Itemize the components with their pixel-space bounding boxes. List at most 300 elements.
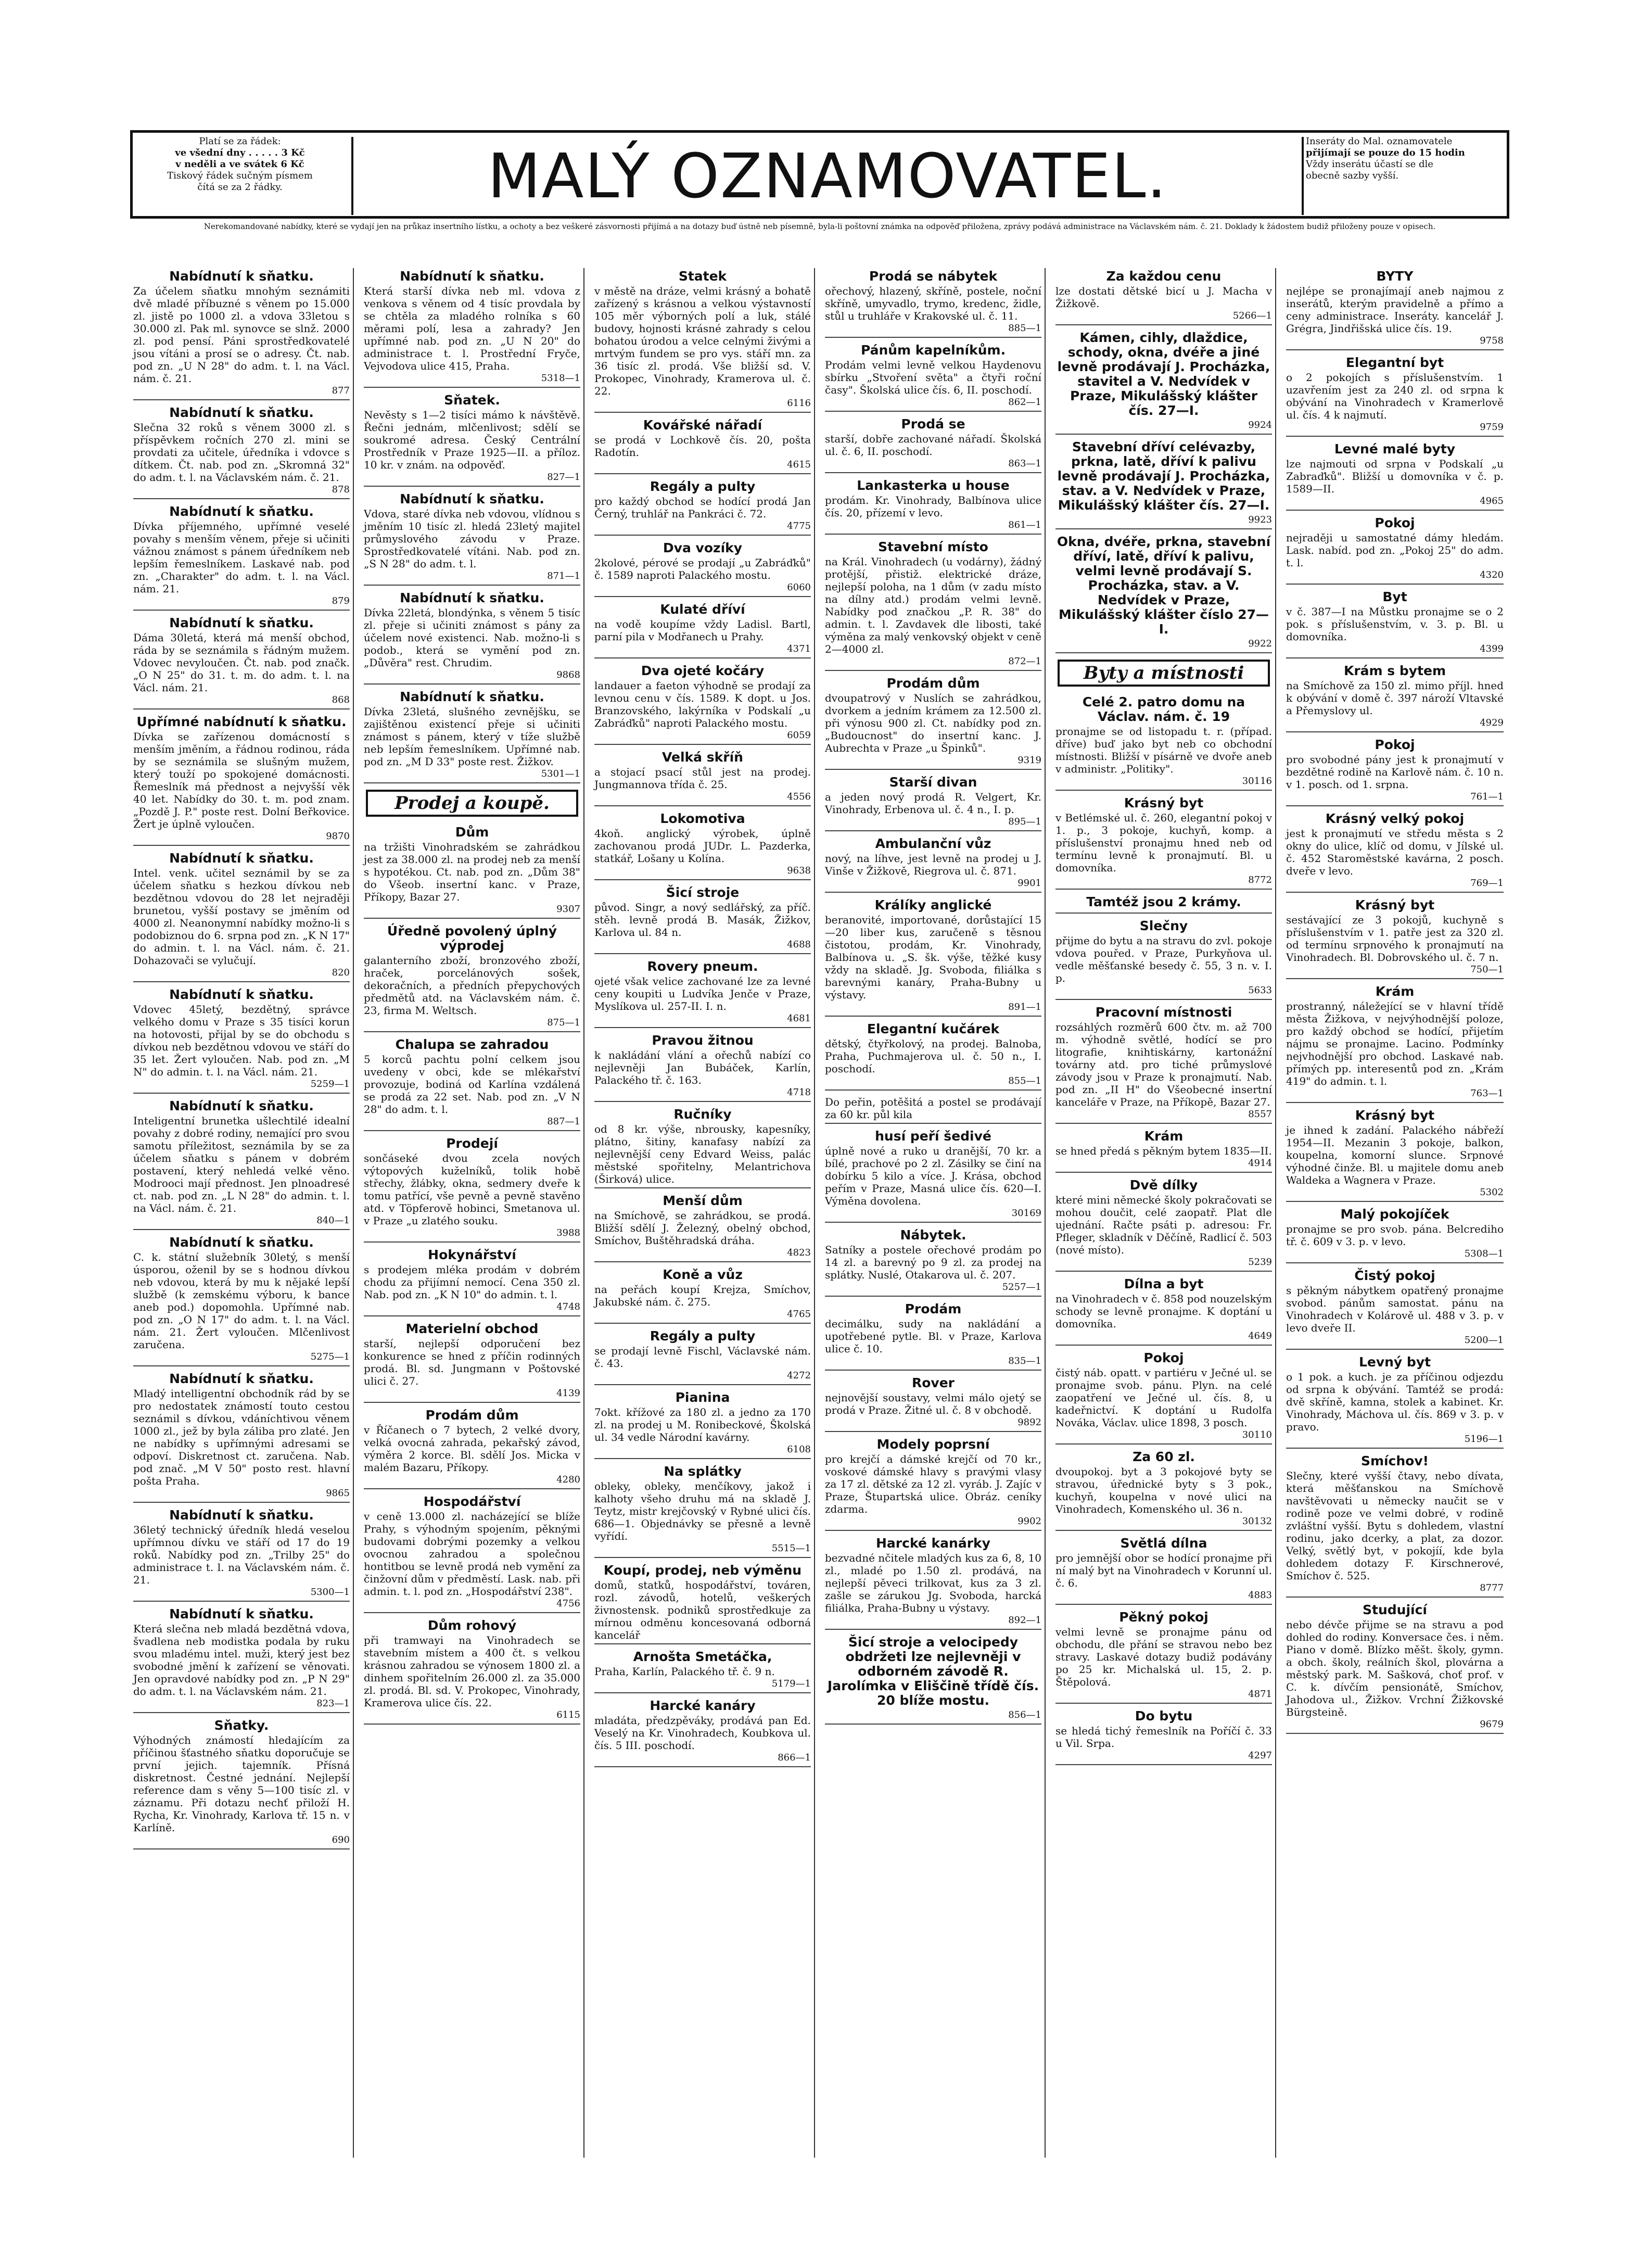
ad-number: 895—1 — [1008, 816, 1041, 827]
classified-ad — [133, 1508, 350, 1602]
ad-heading: Regály a pulty — [650, 1328, 756, 1344]
ad-number: 9902 — [1017, 1516, 1041, 1527]
ad-body: původ. Singr, a nový sedlářský, za příč. stěh. levně prodá B. Masák, Žižkov, Karlova ul. 84 n. — [594, 901, 811, 939]
classified-ad — [364, 1322, 580, 1403]
ad-number: 9319 — [1017, 755, 1041, 766]
classified-ad — [364, 825, 580, 919]
ad-body: v ceně 13.000 zl. nacházející se blíže Prahy, s výhodným spojením, pěknými budovami dobrými pozemky a velkou ovocnou zahradou a společnou hontitbou se levně prodá neb vymění za činžovní dům v předměstí. Lask. nab. při admin. t. l. pod zn. „Hospodářství 238". — [364, 1510, 580, 1598]
ad-number: 761—1 — [1470, 791, 1504, 802]
classified-ad — [133, 715, 350, 846]
ad-body: galanterního zboží, bronzového zboží, hraček, porcelánových sošek, dekoračních, a předních přepychových předmětů atd. na Václavském nám. č. 23, firma M. Weltsch. — [364, 954, 580, 1017]
ad-body: se prodají levně Fischl, Václavské nám. č. 43. — [594, 1345, 811, 1370]
ad-number: 891—1 — [1008, 1002, 1041, 1012]
ad-number: 690 — [332, 1834, 350, 1845]
classified-ad — [133, 504, 350, 611]
classified-ad — [364, 269, 580, 388]
ad-body: lze najmouti od srpna v Podskalí „u Zabraďků". Bližší u domovníka v č. p. 1589—II. — [1286, 458, 1504, 495]
ad-heading: Starší divan — [889, 775, 977, 790]
ad-number: 5515—1 — [771, 1543, 811, 1554]
classified-ad — [364, 1248, 580, 1316]
ad-number: 9759 — [1480, 422, 1504, 433]
ad-number: 8557 — [1248, 1109, 1272, 1120]
ad-number: 4320 — [1480, 569, 1504, 580]
masthead — [130, 130, 1509, 219]
ad-number: 6060 — [787, 582, 811, 593]
ad-body: přijme do bytu a na stravu do zvl. pokoje vdova pouřed. v Praze, Purkyňova ul. vedle měšťanské besedy č. 55, 3 n. v. I. p. — [1055, 934, 1272, 984]
ad-number: 9892 — [1017, 1417, 1041, 1428]
classified-ad — [1286, 590, 1504, 658]
ad-number: 8777 — [1480, 1582, 1504, 1593]
ad-heading: Nabídnutí k sňatku. — [400, 491, 544, 506]
ad-body: Dáma 30letá, která má menší obchod, ráda by se seznámila s řádným mužem. Vdovec nevyloučen. Čt. nab. pod značk. „O N 25" do 31. t. m. do adm. t. l. na Václ. nám. 21. — [133, 631, 350, 694]
ad-number: 892—1 — [1008, 1615, 1041, 1626]
ad-number: 5179—1 — [771, 1678, 811, 1689]
classified-ad — [825, 343, 1041, 412]
classified-ad — [1286, 984, 1504, 1103]
ad-number: 5308—1 — [1464, 1248, 1504, 1259]
ad-body: domů, statků, hospodářství, továren, rozl. závodů, hotelů, veškerých živnostensk. podniků sprostředkuje za mírnou odměnu koncesovaná odborná kancelář — [594, 1579, 811, 1641]
ad-number: 5302 — [1480, 1187, 1504, 1198]
ad-number: 4681 — [787, 1013, 811, 1024]
ad-heading: Koně a vůz — [663, 1267, 743, 1282]
rate-box — [136, 136, 344, 193]
rate-line: ve všední dny . . . . . 3 Kč — [175, 147, 305, 158]
ad-body: v Betlémské ul. č. 260, elegantní pokoj v 1. p., 3 pokoje, kuchyň, komp. a příslušenství pronajmu hned neb od termínu levně k pronajmutí. Bl. u domovníka. — [1055, 812, 1272, 874]
classified-ad — [364, 591, 580, 685]
ad-number: 4688 — [787, 939, 811, 950]
ad-heading: Elegantní kučárek — [867, 1021, 1000, 1036]
ad-heading: Modely poprsní — [876, 1437, 990, 1452]
ad-heading: Krám — [1144, 1129, 1184, 1144]
ad-number: 4649 — [1248, 1331, 1272, 1341]
ad-number: 9868 — [556, 669, 580, 680]
classified-ad — [825, 1022, 1041, 1091]
ad-number: 823—1 — [316, 1698, 350, 1709]
ad-heading: Pěkný pokoj — [1119, 1610, 1209, 1625]
ad-heading: Kámen, cihly, dlaždice, schody, okna, dvéře a jiné levně prodávají J. Procházka, stavitel a V. Nedvídek v Praze, Mikulášský klášter čís. 27—I. — [1057, 330, 1270, 418]
ad-heading: Nabídnutí k sňatku. — [400, 689, 544, 704]
classified-ad — [1055, 440, 1272, 529]
classified-ad — [364, 924, 580, 1032]
classified-ad — [594, 664, 811, 745]
ad-number: 5266—1 — [1232, 310, 1272, 321]
ad-number: 9307 — [556, 904, 580, 915]
ad-body: dvoupatrový v Nuslích se zahrádkou, dvorkem a jedním krámem za 12.500 zl. při výnosu 900 zl. Ct. nabídky pod zn. „Budoucnost" do insertní kanc. J. Aubrechta v Praze „u Špinků". — [825, 692, 1041, 754]
ad-heading: Rover — [911, 1375, 955, 1390]
classified-ad — [825, 269, 1041, 338]
ad-number: 4965 — [1480, 496, 1504, 506]
ad-heading: Smíchov! — [1360, 1453, 1429, 1468]
ad-columns — [130, 268, 1509, 2158]
classified-ad — [594, 1033, 811, 1102]
ad-heading: Dva vozíky — [663, 540, 743, 555]
ad-heading: Harcké kanáry — [650, 1698, 756, 1713]
ad-heading: Koupí, prodej, neb výměnu — [603, 1563, 802, 1578]
ad-number: 878 — [332, 484, 350, 495]
ad-body: mladáta, předzpěváky, prodává pan Ed. Veselý na Kr. Vinohradech, Koubkova ul. čís. 5 III. poschodí. — [594, 1714, 811, 1752]
ad-heading: Dům rohový — [427, 1618, 517, 1633]
notice-line: Inseráty do Mal. oznamovatele — [1306, 136, 1453, 147]
ad-heading: Prodám dům — [425, 1408, 519, 1423]
ad-heading: Nabídnutí k sňatku. — [169, 1371, 314, 1386]
ad-heading: Nabídnutí k sňatku. — [400, 269, 544, 284]
ad-body: o 2 pokojích s příslušenstvím. 1 uzavřením jest za 240 zl. od srpna k obývání na Vinohradech v Kramerlově ul. čís. 4 k najmutí. — [1286, 371, 1504, 421]
column-6 — [1283, 268, 1507, 2158]
classified-ad — [1286, 1454, 1504, 1598]
ad-heading: Statek — [678, 269, 727, 284]
ad-number: 5257—1 — [1002, 1282, 1041, 1293]
classified-ad — [594, 1390, 811, 1459]
ad-body: 2kolové, pérové se prodají „u Zabráďků" č. 1589 naproti Palackého mostu. — [594, 556, 811, 581]
ad-heading: Ambulanční vůz — [875, 836, 991, 851]
ad-number: 5633 — [1248, 985, 1272, 996]
classified-ad — [1055, 1129, 1272, 1173]
ad-heading: Nabídnutí k sňatku. — [169, 269, 314, 284]
ad-body: Výhodných známostí hledajícím za příčinou šťastného sňatku doporučuje se první jejich. tajemník. Přísná diskretnost. Čestné jednání. Nejlepší reference dam s věny 5—100 tisíc zl. v záznamu. Při dotazu nechť přiloží H. Rycha, Kr. Vinohrady, Karlova tř. 15 n. v Karlíně. — [133, 1734, 350, 1834]
ad-body: na tržišti Vinohradském se zahrádkou jest za 38.000 zl. na prodej neb za menší s hypotékou. Ct. nab. pod zn. „Dům 38" do Všeob. insertní kanc. v Praze, Příkopy, Bazar 27. — [364, 841, 580, 903]
ad-number: 862—1 — [1008, 397, 1041, 408]
ad-number: 5200—1 — [1464, 1335, 1504, 1346]
classified-ad — [594, 1650, 811, 1693]
ad-body: jest k pronajmutí ve středu města s 2 okny do ulice, klíč od domu, v Jílské ul. č. 452 Staroměstské kavárna, 2 posch. dveře v levo. — [1286, 827, 1504, 877]
ad-body: na peřách koupí Krejza, Smíchov, Jakubské nám. č. 275. — [594, 1283, 811, 1308]
ad-heading: Menší dům — [663, 1193, 743, 1208]
ad-heading: Nabídnutí k sňatku. — [169, 504, 314, 519]
ad-number: 9638 — [787, 865, 811, 876]
ad-heading: Pracovní místnosti — [1095, 1005, 1232, 1020]
ad-number: 820 — [332, 967, 350, 978]
ad-heading: Světlá dílna — [1120, 1536, 1207, 1551]
classified-ad — [825, 898, 1041, 1017]
classified-ad — [594, 1464, 811, 1558]
ad-heading: Sňatek. — [444, 392, 500, 408]
ad-body: starší, nejlepší odporučení bez konkurence se hned z příčin rodinných prodá. Bl. sd. Jungmann v Poštovské ulici č. 27. — [364, 1337, 580, 1387]
notice-line: obecně sazby vyšší. — [1306, 170, 1399, 181]
ad-body: Dívka 22letá, blondýnka, s věnem 5 tisíc zl. přeje si učiniti známost s pány za účelem nové existenci. Nab. možno-li s podob., která se vymění pod zn. „Důvěra" rest. Chrudim. — [364, 606, 580, 669]
ad-number: 861—1 — [1008, 520, 1041, 530]
ad-number: 5239 — [1248, 1257, 1272, 1268]
ad-body: na vodě koupíme vždy Ladisl. Bartl, parní pila v Modřanech u Prahy. — [594, 618, 811, 643]
ad-number: 5196—1 — [1464, 1434, 1504, 1445]
ad-number: 871—1 — [547, 571, 580, 581]
classified-ad — [364, 1037, 580, 1131]
ad-body: od 8 kr. výše, nbrousky, kapesníky, plátno, šitiny, kanafasy nabízí za nejlevnější ceny Edvard Weiss, palác městské spořitelny, Melantrichova (Širková) ulice. — [594, 1123, 811, 1185]
ad-body: které mini německé školy pokračovati se mohou doučit, celé zaopatř. Plat dle ujednání. Račte psáti p. adresou: Fr. Pfleger, skladník v Děčíně, Radlicí č. 503 (nové místo). — [1055, 1194, 1272, 1256]
classified-ad — [825, 478, 1041, 535]
ad-body: Prodám velmi levně velkou Haydenovu sbírku „Stvoření světa" a čtyři roční časy". Školská ulice čís. 6, II. poschodí. — [825, 359, 1041, 396]
classified-ad — [133, 616, 350, 709]
classified-ad — [1055, 796, 1272, 890]
ad-number: 4756 — [556, 1598, 580, 1609]
ad-heading: Malý pokojíček — [1340, 1207, 1449, 1222]
ad-body: velmi levně se pronajme pánu od obchodu, dle přání se stravou nebo bez stravy. Laskavé dotazy budiž podávány po 25 kr. Michalská ul. 15, 2. p. Štěpolová. — [1055, 1626, 1272, 1688]
ad-body: 36letý technický úředník hledá veselou upřímnou dívku ve stáří od 17 do 19 roků. Nabídky pod zn. „Trilby 25" do administrace t. l. na Václavském nám. č. 21. — [133, 1524, 350, 1586]
classified-ad — [825, 1536, 1041, 1630]
ad-body: sončáseké dvou zcela nových výtopových kuželníků, tolik hobě střechy, žlábky, okna, sedmery dveře k tomu patřící, vše pevně a pevně stavěno atd. v Töpferově hobinci, Smetanova ul. v Praze „u zlatého souku. — [364, 1152, 580, 1227]
ad-number: 4883 — [1248, 1590, 1272, 1601]
ad-heading: Chalupa se zahradou — [395, 1037, 549, 1052]
classified-ad — [133, 1607, 350, 1713]
newspaper-page — [130, 130, 1509, 2160]
ad-body: se hledá tichý řemeslník na Poříčí č. 33 u Vil. Srpa. — [1055, 1725, 1272, 1750]
ad-number: 872—1 — [1008, 656, 1041, 667]
classified-ad — [1055, 919, 1272, 1000]
ad-body: dvoupokoj. byt a 3 pokojové byty se stravou, úřednické byty s 3 pok., kuchyň, koupelna v nové ulici na Vinohradech, Komenského ul. 36 n. — [1055, 1465, 1272, 1515]
ad-number: 4718 — [787, 1087, 811, 1098]
classified-ad — [594, 1699, 811, 1767]
ad-heading: Regály a pulty — [650, 479, 756, 494]
ad-number: 863—1 — [1008, 458, 1041, 469]
section-heading: Byty a místnosti — [1058, 660, 1270, 687]
ad-heading: Nabídnutí k sňatku. — [169, 1098, 314, 1113]
ad-body: sestávající ze 3 pokojů, kuchyně s příslušenstvím v 1. patře jest za 320 zl. od termínu srpnového k pronajmutí na Vinohradech. Bl. Dobrovského ul. č. 7 n. — [1286, 914, 1504, 964]
rate-line: čítá se za 2 řádky. — [197, 182, 283, 193]
ad-body: pro svobodné pány jest k pronajmutí v bezdětné rodině na Karlově nám. č. 10 n. v 1. posch. od 1. srpna. — [1286, 753, 1504, 791]
ad-heading: Prodá se — [901, 416, 965, 432]
classified-ad — [594, 812, 811, 880]
ad-number: 30132 — [1242, 1516, 1272, 1527]
ad-number: 5259—1 — [310, 1079, 350, 1089]
ad-heading: Celé 2. patro domu na Václav. nám. č. 19 — [1082, 694, 1245, 724]
ad-body: o 1 pok. a kuch. je za příčinou odjezdu od srpna k obývání. Tamtéž se prodá: dvě skříně, kamna, stolek a kabinet. Kr. Vinohrady, Máchova ul. čís. 869 v 3. p. v pravo. — [1286, 1371, 1504, 1433]
ad-number: 9922 — [1248, 638, 1272, 649]
ad-body: na Vinohradech v č. 858 pod nouzelským schody se levně pronajme. K doptání u domovníka. — [1055, 1293, 1272, 1330]
classified-ad — [1286, 1269, 1504, 1350]
ad-body: k nakládání vlání a ořechů nabízí co nejlevněji Jan Bubáček, Karlín, Palackého tř. č. 163. — [594, 1049, 811, 1086]
ad-heading: Pravou žitnou — [652, 1033, 754, 1048]
ad-body: Která slečna neb mladá bezdětná vdova, švadlena neb modistka podala by ruku svou mladému intel. muži, který jest bez svobodné jmění k zařízení se věnovati. Jen opravdové nabídky pod zn. „P N 29" do adm. t. l. na Václavském nám. 21. — [133, 1623, 350, 1697]
ad-body: na Král. Vinohradech (u vodárny), žádný protější, přistiž. elektrické dráze, nejlepší poloha, na 1 dům (v zadu místo na dílny atd.) prodám velmi levně. Nabídky pod značkou „P. R. 38" do admin. t. l. Zavdavek dle libosti, také výměna za malý venkovský objekt v ceně 2—4000 zl. — [825, 555, 1041, 655]
ad-body: je ihned k zadání. Palackého nábřeží 1954—II. Mezanin 3 pokoje, balkon, koupelna, komorní slunce. Srpnové výhodné činže. Bl. u majitele domu aneb Waldeka a Wagnera v Praze. — [1286, 1124, 1504, 1186]
ad-number: 4272 — [787, 1370, 811, 1381]
ad-number: 875—1 — [547, 1017, 580, 1028]
ad-body: pro každý obchod se hodící prodá Jan Černý, truhlář na Pankráci č. 72. — [594, 495, 811, 520]
ad-heading: Do bytu — [1135, 1708, 1193, 1724]
ad-body: Vdova, staré dívka neb vdovou, vlídnou s jměním 10 tisíc zl. hledá 23letý majitel průmyslového závodu v Praze. Sprostředkovatelé vítáni. Nab. pod zn. „S N 28" do adm. t. l. — [364, 508, 580, 570]
ad-body: prodám. Kr. Vinohrady, Balbínova ulice čís. 20, přízemí v levo. — [825, 494, 1041, 519]
ad-body: ojeté však velice zachované lze za levné ceny koupiti u Ludvíka Jenče v Praze, Myslíkova ul. 257-II. I. n. — [594, 975, 811, 1012]
ad-number: 4615 — [787, 459, 811, 470]
rate-line: Tiskový řádek sučným písmem — [167, 170, 313, 181]
ad-body: nebo dévče přijme se na stravu a pod dohled do rodiny. Konversace čes. i něm. Piano v domě. Blízko měšt. školy, gymn. a obch. školy, reálních škol, plovárna a městský park. M. Sašková, choť prof. v C. k. dívčím pensionátě, Smíchov, Jahodova ul., Žižkov. Vrchní Žižkovské Bürgsteině. — [1286, 1618, 1504, 1718]
ad-heading: Byt — [1382, 589, 1407, 604]
ad-heading: Pokoj — [1375, 737, 1415, 752]
ad-body: 5 korců pachtu polní celkem jsou uvedeny v obci, kde se mlékařství provozuje, bodiná od Karlína vzdálená se prodá za 22 set. Nab. pod zn. „V N 28" do adm. t. l. — [364, 1053, 580, 1116]
ad-body: 4koň. anglický výrobek, úplně zachovanou prodá JUDr. L. Pazderka, statkář, Lošany u Kolína. — [594, 827, 811, 865]
ad-heading: Za 60 zl. — [1133, 1449, 1195, 1464]
classified-ad — [1286, 738, 1504, 806]
column-3 — [591, 268, 815, 2158]
ad-number: 4556 — [787, 791, 811, 802]
ad-heading: husí peří šedivé — [875, 1129, 991, 1144]
classified-ad — [594, 1563, 811, 1644]
ad-heading: Králíky anglické — [874, 897, 992, 913]
ad-heading: Materielní obchod — [405, 1321, 539, 1336]
ad-number: 887—1 — [547, 1116, 580, 1127]
ad-body: Nevěsty s 1—2 tisíci mámo k návštěvě. Řečni jednám, mlčenlivost; sdělí se soukromé adresa. Český Centrální Prostředník v Praze 1925—II. a příloz. 10 kr. v znám. na odpověď. — [364, 409, 580, 471]
classified-ad — [594, 541, 811, 597]
notice-line: přijímají se pouze do 15 hodin — [1306, 147, 1465, 158]
ad-body: pro krejčí a dámské krejčí od 70 kr., voskové dámské hlavy s pravými vlasy za 17 zl. dětské za 12 zl. vyráb. J. Zajíc v Praze, Štupartská ulice. Obráz. ceníky zdarma. — [825, 1453, 1041, 1515]
ad-number: 30110 — [1242, 1429, 1272, 1440]
classified-ad — [1055, 895, 1272, 914]
classified-ad — [594, 959, 811, 1028]
classified-ad — [1286, 898, 1504, 979]
classified-ad — [594, 602, 811, 658]
ad-number: 856—1 — [1008, 1709, 1041, 1720]
ad-heading: Za každou cenu — [1106, 269, 1222, 284]
ad-body: čistý náb. opatt. v partiéru v Ječné ul. se pronajme svob. pánu. Plyn. na celé zaopatření ve Ječné ul. čís. 8, u kadeřnictví. K doptání u Rudolfa Nováka, Václav. ulice 1898, 3 posch. — [1055, 1366, 1272, 1429]
column-4 — [822, 268, 1046, 2158]
ad-heading: Dům — [455, 825, 489, 840]
ad-heading: Sňatky. — [214, 1718, 269, 1733]
ad-number: 6116 — [787, 398, 811, 409]
ad-number: 6115 — [556, 1709, 580, 1720]
column-1 — [130, 268, 354, 2158]
ad-body: starší, dobře zachované nářadí. Školská ul. č. 6, II. poschodí. — [825, 433, 1041, 458]
classified-ad — [1055, 331, 1272, 435]
ad-number: 4775 — [787, 521, 811, 531]
ad-number: 4297 — [1248, 1750, 1272, 1761]
ad-heading: Dílna a byt — [1124, 1276, 1204, 1291]
ad-heading: Harcké kanárky — [876, 1536, 990, 1551]
ad-number: 4371 — [787, 643, 811, 654]
ad-number: 30116 — [1242, 776, 1272, 787]
ad-body: v Říčanech o 7 bytech, 2 velké dvory, velká ovocná zahrada, pekařský závod, výměra 2 korce. Bl. sdělí Jos. Micka v malém Bazaru, Příkopy. — [364, 1424, 580, 1474]
ad-heading: Hospodářství — [423, 1494, 521, 1509]
ad-number: 4280 — [556, 1474, 580, 1485]
ad-body: pro jemnější obor se hodící pronajme při ní malý byt na Vinohradech v Korunní ul. č. 6. — [1055, 1552, 1272, 1589]
ad-body: Satníky a postele ořechové prodám po 14 zl. a barevný po 9 zl. za prodej na splátky. Nuslé, Otakarova ul. č. 207. — [825, 1244, 1041, 1281]
page-title: MALÝ OZNAMOVATEL. — [351, 137, 1304, 215]
ad-body: v č. 387—I na Můstku pronajme se o 2 pok. s příslušenstvím, v. 3. p. Bl. u domovníka. — [1286, 605, 1504, 643]
ad-heading: Rovery pneum. — [647, 959, 758, 974]
ad-body: úplně nové a ruko u dranější, 70 kr. a bílé, prachové po 2 zl. Zásilky se činí na dobírku 5 kilo a více. J. Krása, obchod peřím v Praze, Masná ulice čís. 620—I. Výměna dovolena. — [825, 1145, 1041, 1207]
ad-heading: Ručníky — [673, 1107, 732, 1122]
ad-heading: Krásný byt — [1355, 1108, 1435, 1123]
ad-number: 866—1 — [778, 1752, 811, 1763]
ad-number: 827—1 — [547, 472, 580, 483]
ad-heading: Dvě dílky — [1129, 1177, 1198, 1193]
ad-heading: Lokomotiva — [660, 811, 745, 826]
ad-heading: Krásný velký pokoj — [1325, 811, 1465, 826]
classified-ad — [133, 1718, 350, 1849]
ad-number: 9758 — [1480, 335, 1504, 346]
classified-ad — [1286, 1108, 1504, 1202]
ad-number: 3988 — [556, 1227, 580, 1238]
classified-ad — [364, 1494, 580, 1613]
ad-heading: Nabídnutí k sňatku. — [169, 1507, 314, 1523]
ad-body: nejlépe se pronajímají aneb najmou z inserátů, kterým pravidelně a přímo a ceny administrace. Inseráty. kancelář J. Grégra, Jindřišská ulice čís. 19. — [1286, 285, 1504, 335]
header-notice: Nerekomandované nabídky, které se vydají jen na průkaz insertního lístku, a ochoty a bez veškeré zásvornosti přijímá a na dotazy buď ústně neb písemně, byla-li poštovní známka na odpověď přiložena, zprávy podává administrace na Václavském nám. č. 21. Doklady k žádostem budiž přiloženy pouze v opisech. — [203, 222, 1436, 231]
ad-heading: Levné malé byty — [1334, 441, 1456, 457]
classified-ad — [825, 676, 1041, 770]
ad-number: 4748 — [556, 1301, 580, 1312]
classified-ad — [594, 1107, 811, 1188]
classified-ad — [825, 837, 1041, 893]
ad-body: bezvadné nčitele mladých kus za 6, 8, 10 zl., mladé po 1.50 zl. prodává, na nejlepší pěveci trilkovat, kus za 3 zl. zašle se zárukou Jg. Svoboda, harcká filiálka, Praha-Bubny u výstavy. — [825, 1552, 1041, 1614]
ad-heading: Studující — [1363, 1602, 1427, 1617]
ad-body: nový, na líhve, jest levně na prodej u J. Vinše v Žižkově, Riegrova ul. č. 871. — [825, 852, 1041, 877]
ad-number: 855—1 — [1008, 1075, 1041, 1086]
ad-heading: Úředně povolený úplný výprodej — [387, 923, 557, 953]
ad-body: prostranný, náležející se v hlavní třídě města Žižkova, v nejvýhodnější poloze, pro každý obchod se hodící, přijetím nájmu se pronajme. Lacino. Podmínky nejvhodnější pro obchod. Laskavé nab. přímých pp. interesentů pod zn. „Krám 419" do admin. t. l. — [1286, 1000, 1504, 1087]
classified-ad — [825, 1096, 1041, 1124]
classified-ad — [133, 1372, 350, 1503]
classified-ad — [1055, 1277, 1272, 1346]
ad-body: se prodá v Lochkově čís. 20, pošta Radotín. — [594, 434, 811, 459]
ad-number: 9679 — [1480, 1719, 1504, 1730]
ad-body: Dívka se zařízenou domácností s menším jměním, a řádnou rodinou, ráda by se seznámila se slušným mužem, který touží po spokojené domácnosti. Řemeslník má přednost a nejvyšší věk 40 let. Nabídky do 30. t. m. pod znam. „Pozdě J. P." poste rest. Dolní Beřkovice. Žert je úplně vyloučen. — [133, 730, 350, 830]
classified-ad — [364, 1408, 580, 1489]
ad-heading: Pokoj — [1375, 515, 1415, 530]
ad-number: 4765 — [787, 1309, 811, 1320]
ad-number: 4914 — [1248, 1158, 1272, 1169]
ad-number: 6108 — [787, 1444, 811, 1455]
column-5 — [1052, 268, 1276, 2158]
classified-ad — [133, 406, 350, 499]
classified-ad — [825, 1635, 1041, 1725]
classified-ad — [594, 1329, 811, 1385]
ad-body: Dívka příjemného, upřímné veselé povahy s menším věnem, přeje si učiniti vážnou známost s pánem úředníkem neb lepším řemeslníkem. Laskavé nab. pod zn. „Charakter" do adm. t. l. na Václ. nám. 21. — [133, 520, 350, 595]
classified-ad — [1286, 664, 1504, 732]
ad-body: dětský, čtyřkolový, na prodej. Balnoba, Praha, Puchmajerova ul. č. 50 n., I. poschodí. — [825, 1037, 1041, 1075]
classified-ad — [825, 1437, 1041, 1531]
ad-number: 769—1 — [1470, 878, 1504, 889]
ad-heading: Nábytek. — [900, 1227, 966, 1243]
ad-heading: Tamtéž jsou 2 krámy. — [1086, 894, 1241, 909]
ad-number: 4139 — [556, 1388, 580, 1399]
classified-ad — [1055, 1178, 1272, 1272]
ad-number: 5318—1 — [541, 373, 580, 384]
ad-heading: Slečny — [1139, 918, 1188, 933]
classified-ad — [364, 1136, 580, 1243]
ad-heading: Velká skříň — [662, 750, 743, 765]
classified-ad — [133, 1099, 350, 1230]
classified-ad — [133, 269, 350, 400]
ad-heading: Kovářské nářadí — [643, 417, 762, 433]
ad-number: 5275—1 — [310, 1351, 350, 1362]
section-heading: Prodej a koupě. — [366, 790, 578, 817]
ad-number: 4823 — [787, 1247, 811, 1258]
ad-body: decimálku, sudy na nakládání a upotřebené pytle. Bl. v Praze, Karlova ulice č. 10. — [825, 1317, 1041, 1355]
classified-ad — [594, 479, 811, 536]
classified-ad — [825, 417, 1041, 473]
classified-ad — [1055, 1351, 1272, 1445]
classified-ad — [1055, 535, 1272, 653]
ad-heading: Nabídnutí k sňatku. — [169, 1235, 314, 1250]
ad-body: landauer a faeton výhodně se prodají za levnou cenu v čís. 1589. K dopt. u Jos. Branzovského, lakýrníka v Podskalí „u Zabráďků" naproti Palackého mostu. — [594, 679, 811, 729]
rate-line: Platí se za řádek: — [199, 136, 281, 147]
ad-body: Která starší dívka neb ml. vdova z venkova s věnem od 4 tisíc provdala by se chtěla za mladého rolníka s 60 měrami polí, lesa a zahrady? Jen upřímné nab. pod zn. „U N 20" do administrace t. l. Prostřední Fryče, Vejvodova ulice 415, Praha. — [364, 285, 580, 372]
classified-ad — [1055, 269, 1272, 325]
classified-ad — [594, 418, 811, 474]
ad-heading: Stavební dříví celévazby, prkna, latě, dříví k palivu levně prodávají J. Procházka, stav. a V. Nedvídek v Praze, Mikulášský klášter čís. 27—I. — [1057, 439, 1270, 513]
ad-heading: Kulaté dříví — [660, 602, 745, 617]
ad-body: Do peřin, potěšitá a postel se prodávají za 60 kr. půl kila — [825, 1096, 1041, 1121]
ad-heading: Pianina — [675, 1390, 730, 1405]
ad-body: ořechový, hlazený, skříně, postele, noční skříně, umyvadlo, trymo, kredenc, židle, stůl u truhláře v Krakovské ul. č. 11. — [825, 285, 1041, 322]
ad-heading: Hokynářství — [428, 1247, 516, 1262]
classified-ad — [1055, 695, 1272, 791]
ad-heading: Nabídnutí k sňatku. — [169, 1606, 314, 1621]
ad-heading: Dva ojeté kočáry — [641, 663, 765, 678]
ad-body: nejraději u samostatné dámy hledám. Lask. nabíd. pod zn. „Pokoj 25" do adm. t. l. — [1286, 531, 1504, 569]
ad-heading: Prodám dům — [886, 676, 980, 691]
ad-number: 9870 — [326, 831, 350, 842]
ad-body: Za účelem sňatku mnohým seznámiti dvě mladé příbuzné s věnem po 15.000 zl. jistě po 1000 zl. a vdova 33letou s 30.000 zl. Pak ml. synovce se slnž. 2000 zl. pod pensí. Páni sprostředkovatelé jsou vítáni a prosí se o adresy. Čt. nab. pod zn. „U N 28" do adm. t. l. na Václ. nám. č. 21. — [133, 285, 350, 385]
ad-heading: Nabídnutí k sňatku. — [169, 615, 314, 630]
